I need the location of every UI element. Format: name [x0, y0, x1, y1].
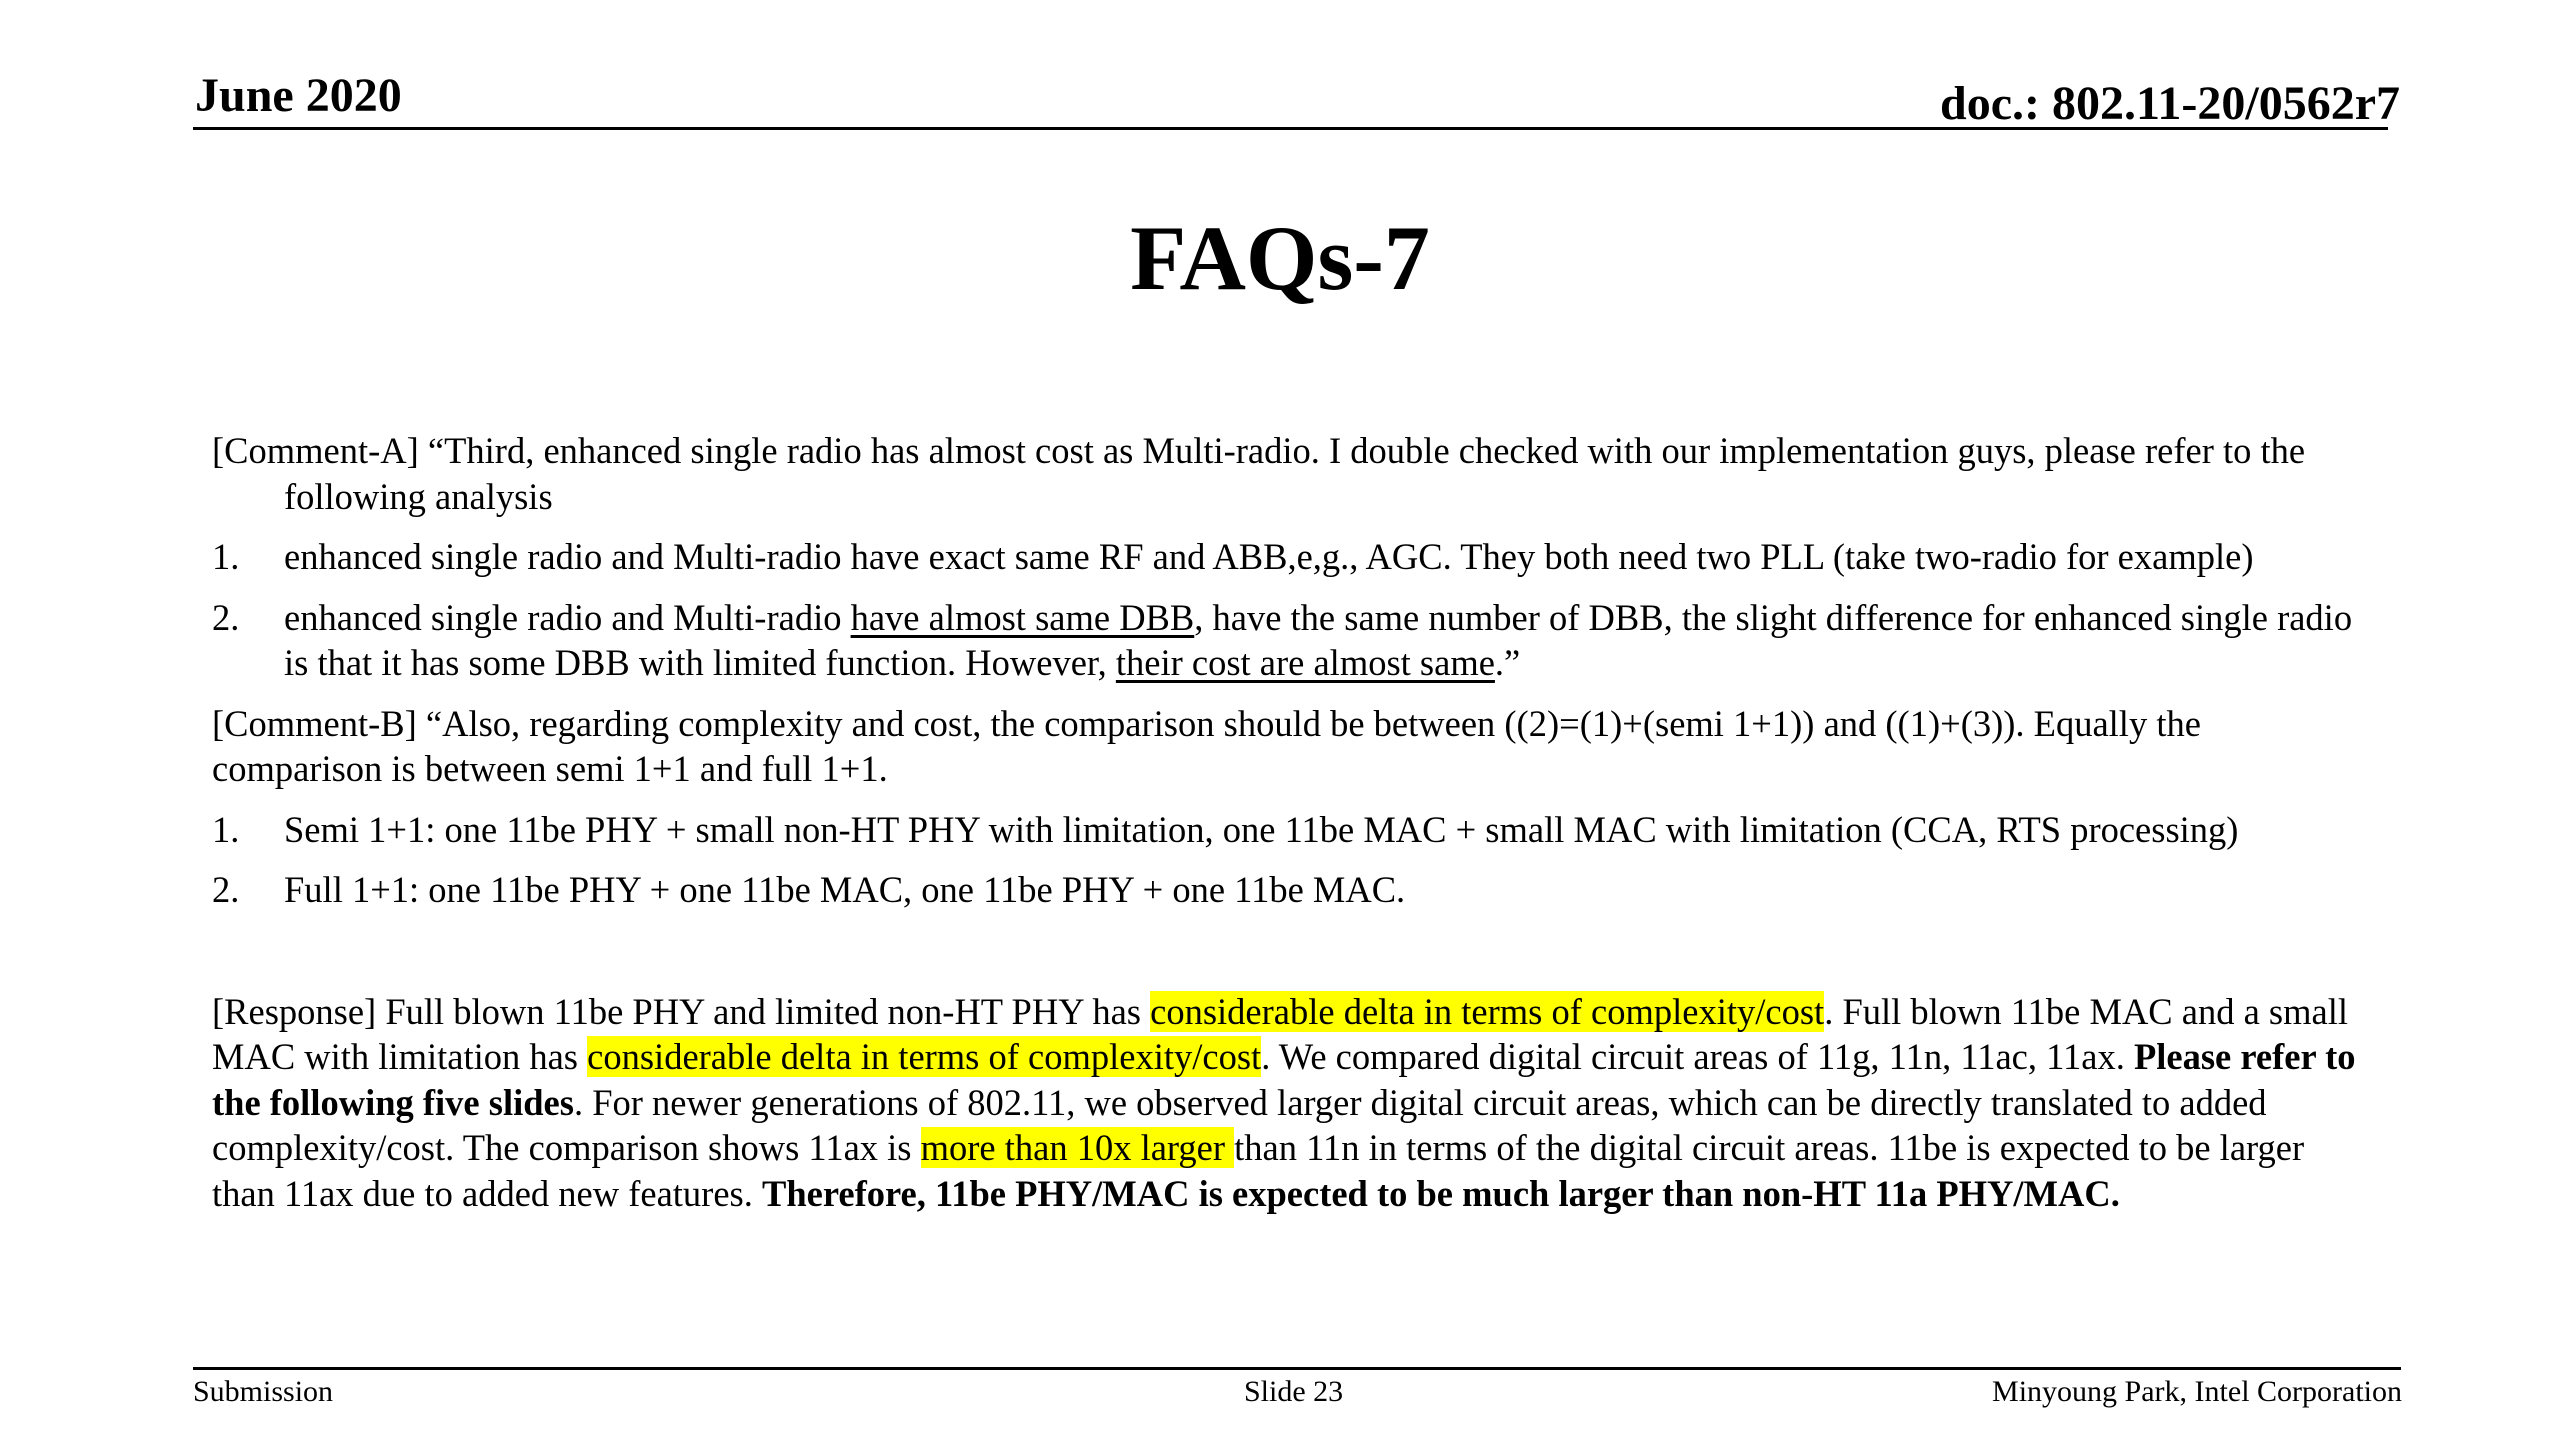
list-item-text: enhanced single radio and Multi-radio — [284, 596, 851, 638]
footer-author: Minyoung Park, Intel Corporation — [1992, 1375, 2402, 1408]
list-number: 1. — [212, 808, 240, 850]
header-divider — [193, 127, 2388, 130]
response-text: than 11n in terms of the digital circuit areas. 11be is expected to be larger than 11ax due to added new features. — [212, 1127, 2305, 1214]
list-item-text: , have the same number of DBB, the slight difference for enhanced single radio is that it has some DBB with limited function. However, — [284, 596, 2353, 683]
footer-slide-number: Slide 23 — [1244, 1375, 1344, 1408]
highlighted-text: more than 10x larger — [920, 1127, 1235, 1168]
response-text: . Full blown 11be MAC and a small MAC with limitation has — [212, 990, 2349, 1077]
response-paragraph — [212, 989, 2360, 1217]
comment-a-item-2 — [212, 595, 2360, 686]
comment-a-intro: [Comment-A] “Third, enhanced single radio has almost cost as Multi-radio. I double checked with our implementation guys, please refer to the following analysis — [212, 430, 2306, 517]
comment-b-item-1 — [212, 807, 2360, 853]
slide-body — [212, 428, 2360, 1216]
underlined-text: have almost same DBB — [850, 596, 1195, 638]
header-doc-id: doc.: 802.11-20/0562r7 — [1940, 77, 2400, 130]
highlighted-text: considerable delta in terms of complexity/cost — [1150, 990, 1825, 1032]
slide-title: FAQs-7 — [1130, 207, 1430, 309]
response-text: . We compared digital circuit areas of 11g, 11n, 11ac, 11ax. — [1261, 1036, 2134, 1077]
comment-b-item-2 — [212, 867, 2360, 913]
footer-submission: Submission — [193, 1375, 334, 1408]
comment-b-intro: [Comment-B] “Also, regarding complexity and cost, the comparison should be between ((2)=(1)+(semi 1+1)) and ((1)+(3)). Equally the comparison is between semi 1+1 and full 1+1. — [212, 702, 2201, 789]
list-number: 2. — [212, 596, 240, 638]
list-item-text: .” — [1494, 642, 1521, 683]
list-item-text: Semi 1+1: one 11be PHY + small non-HT PHY with limitation, one 11be MAC + small MAC with limitation (CCA, RTS processing) — [284, 808, 2239, 850]
footer-divider — [193, 1367, 2401, 1370]
highlighted-text: considerable delta in terms of complexity/cost — [587, 1036, 1262, 1077]
header-date: June 2020 — [195, 69, 402, 122]
list-item-text: enhanced single radio and Multi-radio have exact same RF and ABB,e,g., AGC. They both need two PLL (take two-radio for example) — [284, 536, 2254, 577]
response-text: . For newer generations of 802.11, we observed larger digital circuit areas, which can be directly translated to added complexity/cost. The comparison shows 11ax is — [212, 1081, 2267, 1168]
list-number: 2. — [212, 869, 240, 910]
list-item-text: Full 1+1: one 11be PHY + one 11be MAC, one 11be PHY + one 11be MAC. — [284, 869, 1406, 910]
underlined-text: their cost are almost same — [1115, 642, 1495, 683]
bold-text: Therefore, 11be PHY/MAC is expected to be much larger than non-HT 11a PHY/MAC. — [762, 1172, 2120, 1214]
comment-a-item-1 — [212, 534, 2360, 580]
list-number: 1. — [212, 536, 240, 577]
bold-text: Please refer to the following five slides — [212, 1036, 2356, 1123]
response-text: [Response] Full blown 11be PHY and limited non-HT PHY has — [212, 990, 1151, 1032]
